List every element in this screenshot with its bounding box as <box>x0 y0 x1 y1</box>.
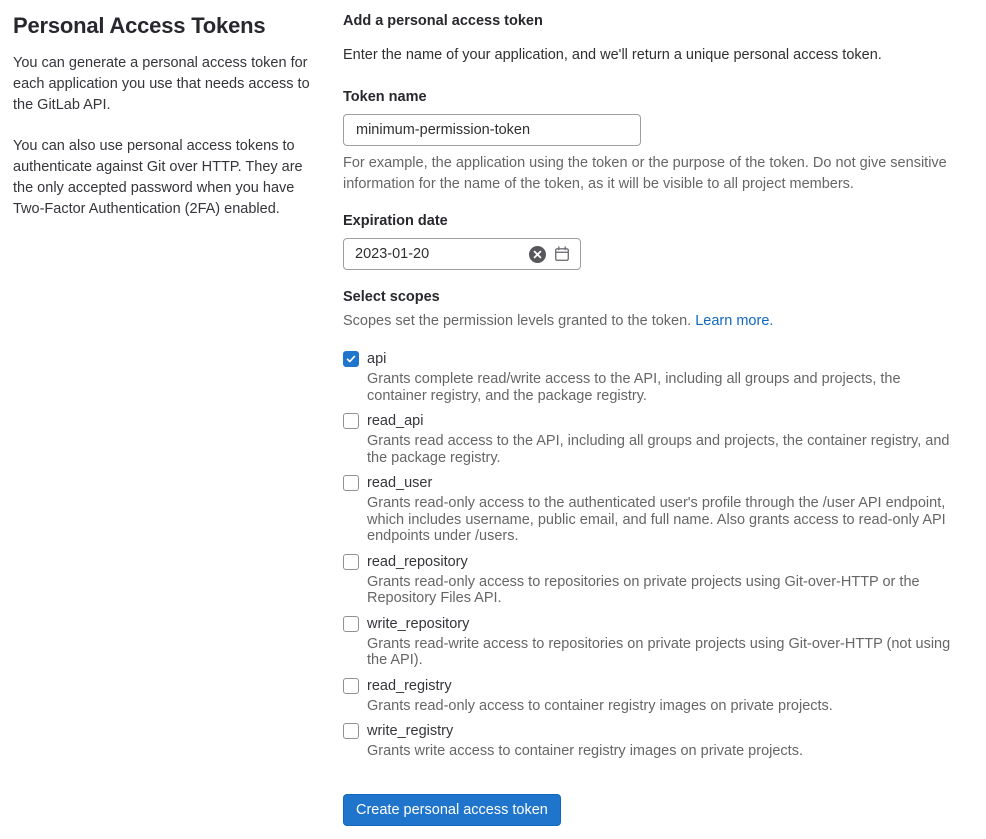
scope-head <box>343 413 962 429</box>
calendar-icon[interactable] <box>553 245 571 263</box>
form-subtitle: Enter the name of your application, and we'll return a unique personal access token. <box>343 47 882 63</box>
scope-description: Grants read access to the API, including all groups and projects, the container registry, and the package registry. <box>367 433 950 466</box>
page-title: Personal Access Tokens <box>13 13 266 38</box>
token-name-label: Token name <box>343 89 427 105</box>
scope-row-write_repository <box>343 616 962 669</box>
scope-head <box>343 554 962 570</box>
learn-more-link[interactable]: Learn more. <box>695 313 774 329</box>
scope-checkbox-api[interactable] <box>343 351 359 367</box>
sidebar-paragraph-generate: You can generate a personal access token for each application you use that needs access to the GitLab API. <box>13 55 310 113</box>
scope-label: read_api <box>367 413 424 429</box>
scope-description: Grants read-only access to container registry images on private projects. <box>367 697 833 714</box>
scope-label: read_registry <box>367 677 452 694</box>
scope-list <box>343 351 962 760</box>
scope-label: api <box>367 351 387 367</box>
scope-checkbox-write_registry[interactable] <box>343 723 359 739</box>
create-token-button[interactable]: Create personal access token <box>343 794 561 826</box>
expiration-date-field <box>343 238 581 270</box>
scope-head <box>343 475 962 491</box>
scopes-description-text: Scopes set the permission levels granted to the token. <box>343 313 692 329</box>
scope-description: Grants read-only access to the authenticated user's profile through the /user API endpoint, which includes username, public email, and full name. Also grants access to read-only API endpoints under /users. <box>367 495 946 544</box>
scope-head <box>343 351 962 367</box>
scope-label: write_registry <box>367 723 454 739</box>
scope-checkbox-read_registry[interactable] <box>343 678 359 694</box>
token-name-input[interactable] <box>343 114 641 146</box>
select-scopes-label: Select scopes <box>343 289 440 305</box>
scope-head <box>343 616 962 632</box>
scope-row-write_registry <box>343 723 962 760</box>
scope-checkbox-read_user[interactable] <box>343 475 359 491</box>
clear-date-icon[interactable] <box>528 245 546 263</box>
scope-head <box>343 723 962 739</box>
scope-row-api <box>343 351 962 404</box>
settings-description-sidebar <box>13 13 323 826</box>
sidebar-paragraph-authenticate: You can also use personal access tokens to authenticate against Git over HTTP. They are the only accepted password when you have Two-Factor Authentication (2FA) enabled. <box>13 138 303 217</box>
scope-description: Grants read-only access to repositories on private projects using Git-over-HTTP or the Repository Files API. <box>367 573 920 606</box>
scope-description: Grants write access to container registry images on private projects. <box>367 743 803 759</box>
scope-label: read_repository <box>367 553 468 570</box>
expiration-date-label: Expiration date <box>343 213 448 229</box>
scope-row-read_repository <box>343 554 962 607</box>
scope-label: read_user <box>367 475 433 491</box>
scope-description: Grants read-write access to repositories on private projects using Git-over-HTTP (not using the API). <box>367 635 951 668</box>
scope-checkbox-read_api[interactable] <box>343 413 359 429</box>
scope-checkbox-read_repository[interactable] <box>343 554 359 570</box>
scope-row-read_registry <box>343 678 962 715</box>
scope-row-read_api <box>343 413 962 466</box>
expiration-date-input[interactable] <box>344 246 528 262</box>
scopes-description <box>343 311 962 332</box>
scope-head <box>343 678 962 694</box>
scope-checkbox-write_repository[interactable] <box>343 616 359 632</box>
scope-description: Grants complete read/write access to the API, including all groups and projects, the container registry, and the package registry. <box>367 371 901 404</box>
token-name-help: For example, the application using the token or the purpose of the token. Do not give sensitive information for the name of the token, as it will be visible to all project members. <box>343 155 947 192</box>
scope-label: write_repository <box>367 615 470 632</box>
add-token-form <box>343 13 962 826</box>
scope-row-read_user <box>343 475 962 545</box>
form-title: Add a personal access token <box>343 13 543 29</box>
